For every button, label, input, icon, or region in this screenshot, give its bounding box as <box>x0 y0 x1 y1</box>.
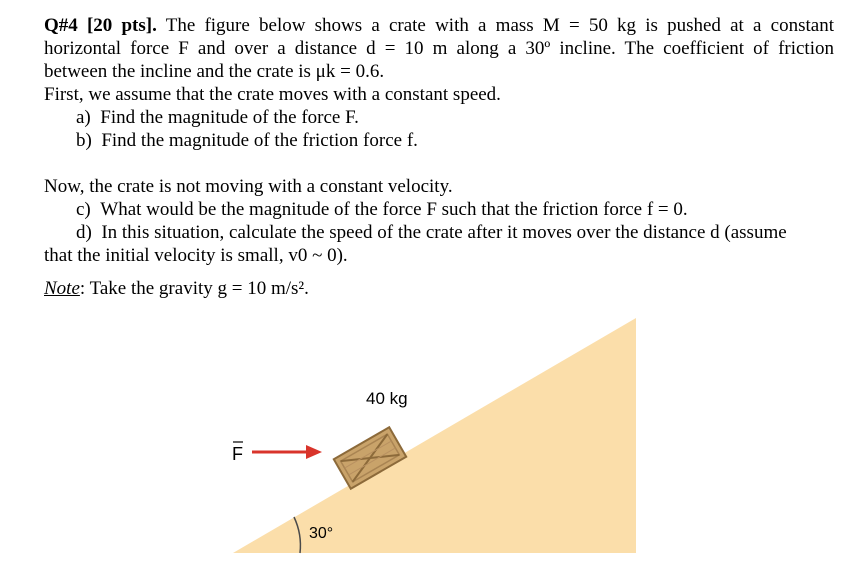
problem-line-5: Now, the crate is not moving with a constant velocity. <box>44 176 453 197</box>
part-a-marker: a) <box>76 107 91 128</box>
part-c-text: What would be the magnitude of the force F such that the friction force f = 0. <box>100 199 688 220</box>
part-a-text: Find the magnitude of the force F. <box>100 107 359 128</box>
incline-ramp <box>233 318 636 553</box>
part-b-marker: b) <box>76 130 92 151</box>
question-heading: Q#4 [20 pts]. <box>44 15 157 36</box>
note-label: Note <box>44 278 80 299</box>
mass-label: 40 kg <box>366 389 408 408</box>
part-d-marker: d) <box>76 222 92 243</box>
part-b-text: Find the magnitude of the friction force f. <box>101 130 418 151</box>
angle-label: 30° <box>309 525 334 542</box>
problem-line-3: between the incline and the crate is μk = 0.6. <box>44 61 385 82</box>
note-text: : Take the gravity g = 10 m/s². <box>79 278 309 299</box>
part-d-text: In this situation, calculate the speed of the crate after it moves over the distance d (assume <box>101 222 787 243</box>
part-d-continued: that the initial velocity is small, v0 ~ 0). <box>44 245 348 266</box>
problem-intro-1: The figure below shows a crate with a mass M = 50 kg is pushed at a constant <box>165 15 834 36</box>
force-label: F <box>232 444 243 464</box>
force-arrow <box>252 445 322 459</box>
problem-line-4: First, we assume that the crate moves with a constant speed. <box>44 84 501 105</box>
part-c-marker: c) <box>76 199 91 220</box>
problem-line-2: horizontal force F and over a distance d = 10 m along a 30º incline. The coefficient of friction <box>44 38 834 59</box>
